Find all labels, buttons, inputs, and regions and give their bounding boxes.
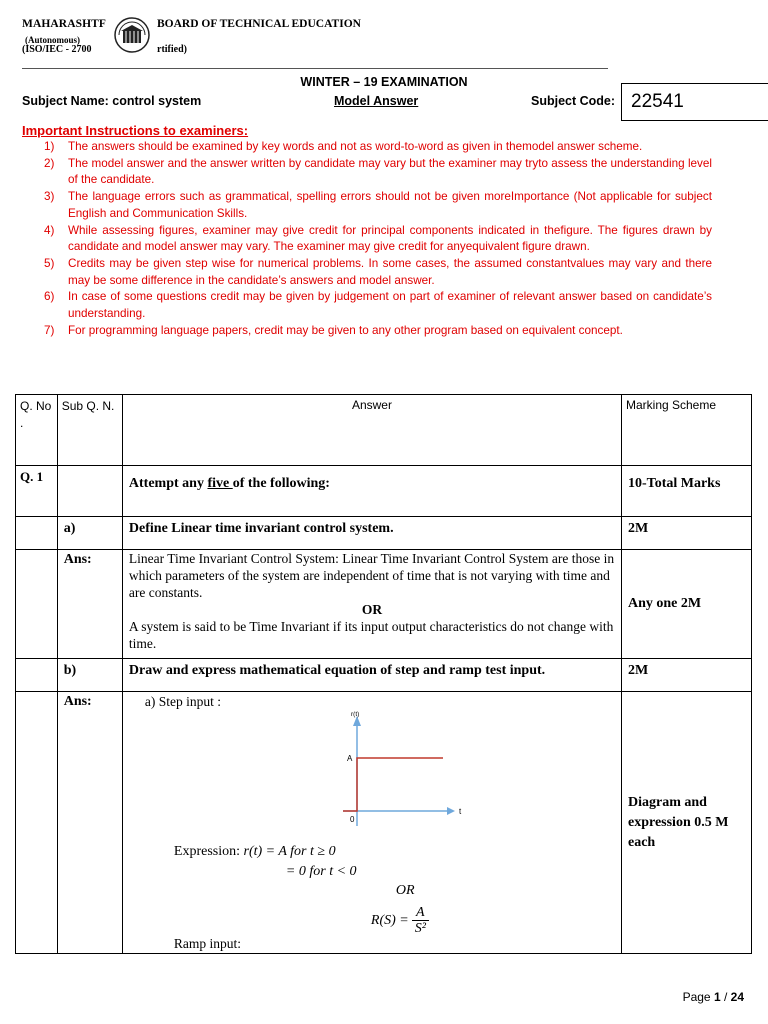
qb-empty — [16, 659, 58, 692]
instruction-text: The answers should be examined by key words and not as word-to-word as given in themodel answer scheme. — [68, 140, 643, 153]
instruction-number: 4) — [44, 223, 55, 237]
instruction-number: 2) — [44, 156, 55, 170]
instruction-item — [44, 139, 712, 156]
table-header-row — [16, 395, 752, 466]
page-sep: / — [720, 990, 731, 1004]
iso-label-right: rtified) — [157, 44, 187, 55]
q1-text-post: of the following: — [232, 476, 330, 491]
col-qno-header: Q. No . — [16, 395, 58, 466]
qa-answer-p1: Linear Time Invariant Control System: Linear Time Invariant Control System are those in which parameters of the system are independent of time that is not varying with time and are constants. — [128, 551, 615, 600]
expression-3-num: A — [416, 905, 425, 920]
q1-text-five: five — [207, 476, 233, 491]
table-row-qa — [16, 517, 752, 550]
graph-t-label: t — [458, 807, 462, 816]
instruction-text: The model answer and the answer written by candidate may vary but the examiner may tryto assess the understanding level of the candidate. — [68, 156, 712, 187]
table-row-q1 — [16, 466, 752, 517]
q1-marks: 10-Total Marks — [621, 466, 751, 517]
org-name-left: MAHARASHTF — [22, 18, 107, 30]
col-subq-header: Sub Q. N. — [57, 395, 122, 466]
qb-answer-content — [122, 692, 621, 954]
instruction-number: 5) — [44, 256, 55, 270]
qa-ans-label: Ans: — [57, 550, 122, 659]
graph-ylabel: r(t) — [350, 711, 360, 718]
exam-title: WINTER – 19 EXAMINATION — [300, 75, 468, 89]
q1-number: Q. 1 — [16, 466, 58, 517]
qa-marks: 2M — [621, 517, 751, 550]
instruction-text: Credits may be given step wise for numerical problems. In some cases, the assumed constantvalues may vary and there may be some difference in the candidate’s answers and model answer. — [68, 256, 712, 287]
qb-ans-label: Ans: — [57, 692, 122, 954]
table-row-qb-answer — [16, 692, 752, 954]
expression-line-1 — [174, 844, 336, 860]
instructions-list — [44, 139, 712, 339]
instruction-text: For programming language papers, credit may be given to any other program based on equivalent concept. — [68, 323, 623, 337]
expression-or: OR — [395, 883, 415, 898]
instruction-item — [44, 156, 712, 189]
qa-sub: a) — [57, 517, 122, 550]
subject-code-label: Subject Code: — [531, 94, 616, 108]
instruction-item — [44, 223, 712, 256]
expression-3 — [371, 905, 429, 936]
instruction-number: 1) — [44, 140, 55, 153]
ramp-input-label: Ramp input: — [173, 936, 242, 951]
expression-3-den: S² — [412, 920, 429, 936]
qa-question: Define Linear time invariant control system. — [122, 517, 621, 550]
instruction-item — [44, 256, 712, 289]
qb-marks: 2M — [621, 659, 751, 692]
qa-answer-or: OR — [361, 602, 383, 617]
instruction-number: 6) — [44, 290, 55, 304]
q1-text-pre: Attempt any — [128, 476, 208, 491]
qa-answer-p2: A system is said to be Time Invariant if its input output characteristics do not change with time. — [128, 619, 614, 651]
model-answer-label: Model Answer — [334, 94, 419, 108]
answer-table — [15, 394, 752, 954]
q1-text — [122, 466, 621, 517]
expression-3-fraction — [412, 905, 429, 936]
qa-ans-marks: Any one 2M — [621, 550, 751, 659]
instruction-item — [44, 189, 712, 222]
table-row-qb — [16, 659, 752, 692]
expression-1: r(t) = A for t ≥ 0 — [243, 844, 336, 859]
header-divider — [22, 68, 608, 69]
subject-name: Subject Name: control system — [22, 94, 202, 108]
q1-subq — [57, 466, 122, 517]
instructions-title: Important Instructions to examiners: — [22, 123, 249, 138]
instruction-number: 3) — [44, 190, 55, 204]
instruction-item — [44, 289, 712, 322]
page-number — [683, 990, 744, 1004]
graph-a-label: A — [346, 754, 353, 763]
instruction-number: 7) — [44, 323, 55, 337]
expression-label: Expression: — [173, 844, 244, 859]
instruction-text: The language errors such as grammatical, spelling errors should not be given moreImportance (Not applicable for subject English and Communication Skills. — [68, 190, 712, 220]
page-current: 1 — [713, 990, 721, 1004]
iso-label-left: (ISO/IEC - 2700 — [22, 44, 92, 55]
msbte-logo-icon — [113, 16, 151, 54]
page-total: 24 — [730, 990, 744, 1004]
subject-code-box — [621, 83, 768, 121]
qb-ans-marks: Diagram and expression 0.5 M each — [621, 692, 751, 954]
table-row-qa-answer — [16, 550, 752, 659]
graph-x-arrow-icon — [447, 807, 455, 815]
step-signal-line — [343, 758, 443, 811]
org-name-right: BOARD OF TECHNICAL EDUCATION — [157, 18, 361, 30]
page-label: Page — [682, 990, 714, 1004]
instruction-text: While assessing figures, examiner may give credit for principal components indicated in thefigure. The figures drawn by candidate and model answer may vary. The examiner may give credit for anyequivalent figure drawn. — [68, 223, 712, 254]
qa-empty — [16, 517, 58, 550]
col-answer-header: Answer — [122, 395, 621, 466]
subject-code: 22541 — [631, 91, 684, 112]
col-marking-header: Marking Scheme — [621, 395, 751, 466]
expression-2: = 0 for t < 0 — [285, 864, 357, 879]
instruction-item — [44, 323, 712, 340]
qb-ans-empty — [16, 692, 58, 954]
autonomous-label: (Autonomous) — [25, 35, 81, 45]
instruction-text: In case of some questions credit may be given by judgement on part of examiner of relevant answer based on candidate’s understanding. — [68, 290, 712, 321]
step-input-graph — [323, 710, 473, 840]
qb-sub: b) — [57, 659, 122, 692]
qa-answer-text — [122, 550, 621, 659]
qb-question: Draw and express mathematical equation of step and ramp test input. — [122, 659, 621, 692]
step-input-title: a) Step input : — [144, 694, 222, 709]
qa-ans-empty — [16, 550, 58, 659]
expression-3-lhs: R(S) = — [370, 912, 409, 928]
graph-zero-label: 0 — [349, 815, 355, 824]
